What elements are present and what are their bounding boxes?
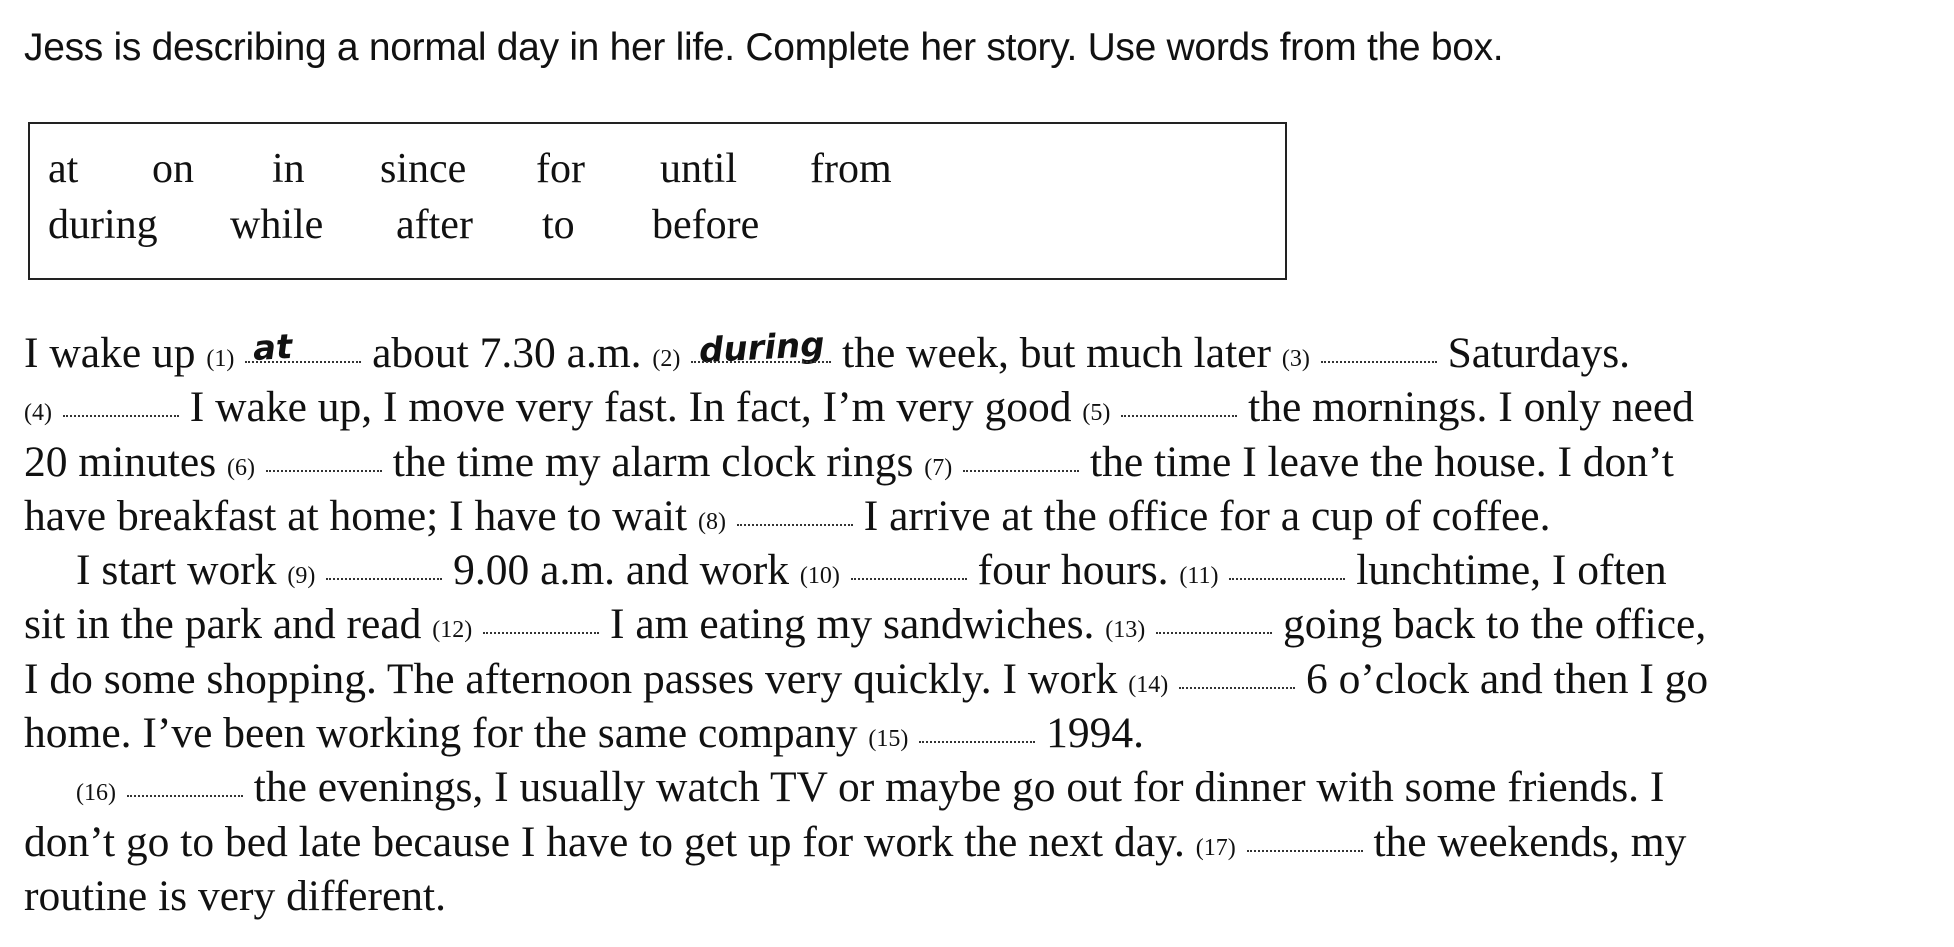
blank-11[interactable] (1229, 556, 1345, 586)
box-word-after: after (396, 202, 473, 248)
blank-number: (14) (1128, 671, 1169, 698)
box-word-to: to (542, 202, 575, 248)
story-line: (4) I wake up, I move very fast. In fact, I’m very good (5) the mornings. I only need (24, 383, 1694, 432)
blank-number: (4) (24, 400, 52, 427)
blank-16[interactable] (127, 773, 243, 803)
blank-6[interactable] (266, 448, 382, 478)
blank-12[interactable] (483, 610, 599, 640)
blank-number: (15) (868, 726, 909, 753)
blank-number: (12) (432, 617, 473, 644)
blank-number: (5) (1082, 400, 1111, 427)
blank-9[interactable] (326, 556, 442, 586)
blank-10[interactable] (851, 556, 967, 586)
blank-17[interactable] (1247, 828, 1363, 858)
blank-5[interactable] (1121, 393, 1237, 423)
blank-number: (17) (1195, 834, 1236, 861)
blank-13[interactable] (1156, 610, 1272, 640)
box-word-during: during (48, 202, 158, 248)
blank-3[interactable] (1321, 339, 1437, 369)
story-line: I start work (9) 9.00 a.m. and work (10) four hours. (11) lunchtime, I often (76, 546, 1667, 595)
blank-number: (11) (1179, 563, 1219, 590)
blank-number: (3) (1281, 346, 1310, 372)
word-box (28, 122, 1287, 280)
blank-8[interactable] (737, 502, 853, 532)
blank-14[interactable] (1179, 665, 1295, 695)
box-word-at: at (48, 146, 79, 192)
story-line: (16) the evenings, I usually watch TV or maybe go out for dinner with some friends. I (76, 763, 1665, 812)
blank-number: (6) (227, 454, 255, 481)
box-word-from: from (810, 146, 892, 192)
story-line: 20 minutes (6) the time my alarm clock rings (7) the time I leave the house. I don’t (24, 437, 1674, 486)
blank-number: (1) (206, 346, 235, 372)
blank-number: (10) (799, 563, 840, 590)
instruction-text: Jess is describing a normal day in her life. Complete her story. Use words from the box. (24, 26, 1504, 69)
story-line: home. I’ve been working for the same company (15) 1994. (24, 709, 1144, 758)
box-word-since: since (380, 146, 467, 192)
story-line: don’t go to bed late because I have to get up for work the next day. (17) the weekends, my (24, 817, 1687, 866)
blank-number: (16) (76, 780, 116, 807)
blank-number: (2) (652, 346, 681, 372)
blank-7[interactable] (963, 448, 1079, 478)
handwritten-answer-1: at (252, 327, 294, 369)
story-line: sit in the park and read (12) I am eating my sandwiches. (13) going back to the office, (24, 600, 1707, 649)
box-word-in: in (272, 146, 305, 192)
handwritten-answer-2: during (698, 324, 826, 372)
blank-4[interactable] (63, 393, 179, 423)
story-line: have breakfast at home; I have to wait (8) I arrive at the office for a cup of coffee. (24, 491, 1551, 540)
blank-number: (13) (1105, 617, 1146, 644)
box-word-while: while (230, 202, 324, 248)
blank-number: (7) (924, 454, 953, 481)
blank-1[interactable] (245, 327, 361, 369)
blank-2[interactable] (691, 324, 831, 372)
story-line: routine is very different. (24, 871, 446, 920)
box-word-on: on (152, 146, 194, 192)
story-line: I wake up (1) at about 7.30 a.m. (2) during the week, but much later (3) Saturdays. (24, 324, 1631, 377)
blank-15[interactable] (919, 719, 1035, 749)
blank-number: (9) (287, 563, 316, 590)
box-word-until: until (660, 146, 738, 192)
blank-number: (8) (697, 508, 726, 535)
story-text (24, 326, 1924, 923)
story-line: I do some shopping. The afternoon passes very quickly. I work (14) 6 o’clock and then I go (24, 654, 1709, 703)
box-word-for: for (536, 146, 585, 192)
box-word-before: before (652, 202, 760, 248)
